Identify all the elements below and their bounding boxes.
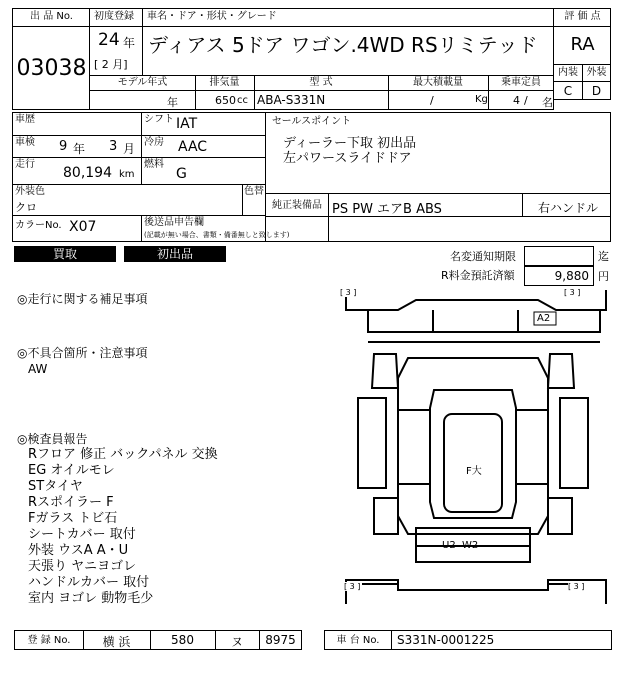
mileage-label: 走行 <box>15 159 35 170</box>
inspection-year: 9 <box>59 139 68 154</box>
shift-label: シフト <box>144 114 174 125</box>
exterior-grade-value: D <box>591 84 602 98</box>
displacement-label: 排気量 <box>209 77 240 88</box>
inspector-report-line: Rフロア 修正 バックパネル 交換 <box>28 447 218 462</box>
deadline-field <box>524 246 594 266</box>
chassis-label: 車 台 No. <box>336 635 380 646</box>
recycle-fee-field <box>524 266 594 286</box>
grade-box <box>553 8 611 100</box>
registration-city: 横 浜 <box>102 635 131 649</box>
driving-notes-title: ◎走行に関する補足事項 <box>17 292 148 306</box>
damage-mark-f-large: F大 <box>466 466 482 477</box>
history-label: 車歴 <box>15 114 35 125</box>
first-registration-year: 24 <box>98 30 120 50</box>
registration-number: 8975 <box>265 633 296 647</box>
inspector-report-line: 外装 ウスA A・U <box>28 543 129 558</box>
inspector-report-list <box>28 447 218 607</box>
displacement-unit: cc <box>237 95 248 106</box>
equipment-label: 純正装備品 <box>272 200 322 211</box>
recycle-fee-unit: 円 <box>598 270 609 283</box>
fuel-label: 燃料 <box>144 159 164 170</box>
first-registration-month: [ 2 月] <box>94 58 128 71</box>
inspection-year-unit: 年 <box>73 142 86 156</box>
steering-side: 右ハンドル <box>538 201 599 215</box>
interior-grade-label: 内装 <box>558 67 578 78</box>
inspector-report-line: Fガラス トビ石 <box>28 511 118 526</box>
registration-box <box>14 630 302 650</box>
lot-number-box <box>12 8 90 110</box>
lot-number: 03038 <box>16 56 87 81</box>
exterior-color-value: クロ <box>15 201 37 214</box>
capacity-label: 乗車定員 <box>501 77 541 88</box>
inspection-label: 車検 <box>15 137 35 148</box>
equipment-box <box>265 193 611 242</box>
buy-tag: 買取 <box>14 246 116 262</box>
specs-box <box>89 75 554 110</box>
inspector-report-line: シートカバー 取付 <box>28 527 136 542</box>
defects-line: AW <box>28 362 48 376</box>
model-name: ディアス 5ドア ワゴン.4WD RSリミテッド <box>148 33 538 57</box>
max-load-unit: Kg <box>475 94 488 105</box>
vehicle-header-box <box>89 8 554 76</box>
ac-label: 冷房 <box>144 137 164 148</box>
first-registration-year-unit: 年 <box>123 36 136 50</box>
registration-label: 登 録 No. <box>27 635 71 646</box>
capacity-unit: 名 <box>542 96 553 109</box>
mileage-unit: km <box>119 169 135 180</box>
color-number-value: X07 <box>69 219 97 235</box>
type-label: 型 式 <box>309 77 333 88</box>
max-load-separator: / <box>430 94 434 107</box>
inspection-month-unit: 月 <box>123 142 136 156</box>
sales-point-line-2: 左パワースライドドア <box>283 151 412 166</box>
diagram-bottom-right-tag: [ 3 ] <box>568 582 585 591</box>
inspector-report-title: ◎検査員報告 <box>17 432 88 446</box>
recolor-label: 色替 <box>244 186 264 197</box>
damage-mark-a2: A2 <box>537 313 551 324</box>
deadline-label: 名変通知期限 <box>450 250 516 263</box>
color-number-label: カラーNo. <box>15 220 62 231</box>
vehicle-description-label: 車名・ドア・形状・グレード <box>147 11 277 22</box>
sales-point-line-1: ディーラー下取 初出品 <box>283 136 417 151</box>
defects-title: ◎不具合箇所・注意事項 <box>17 346 148 360</box>
inspector-report-line: ハンドルカバー 取付 <box>28 575 150 590</box>
sales-point-box <box>265 112 611 194</box>
diagram-bottom-left-tag: [ 3 ] <box>344 582 361 591</box>
interior-grade-value: C <box>563 84 573 98</box>
damage-mark-u2-w2: U2 W2 <box>442 540 479 551</box>
registration-class: 580 <box>171 633 194 647</box>
car-outline-drawing <box>338 288 612 606</box>
details-box <box>12 112 290 242</box>
fuel-value: G <box>176 166 187 182</box>
equipment-value: PS PW エアB ABS <box>332 202 442 217</box>
ac-value: AAC <box>178 139 208 155</box>
inspection-month: 3 <box>109 139 118 154</box>
car-damage-diagram <box>338 288 612 606</box>
sales-point-label: セールスポイント <box>272 116 352 127</box>
chassis-box <box>324 630 612 650</box>
first-registration-label: 初度登録 <box>94 11 134 22</box>
inspector-report-line: 天張り ヤニヨゴレ <box>28 559 137 574</box>
inspector-report-line: STタイヤ <box>28 479 83 494</box>
mileage-value: 80,194 <box>63 165 112 181</box>
recycle-fee-label: R料金預託済額 <box>441 269 515 282</box>
diagram-top-right-tag: [ 3 ] <box>564 288 581 297</box>
shift-value: IAT <box>176 116 198 132</box>
deadline-suffix: 迄 <box>598 250 609 263</box>
capacity-value: 4 <box>513 94 520 107</box>
exterior-grade-label: 外装 <box>586 67 607 78</box>
chassis-number: S331N-0001225 <box>397 633 495 647</box>
aftermarket-label: 後送品申告欄 <box>144 217 204 228</box>
grade-value: RA <box>570 34 595 55</box>
recycle-fee-value: 9,880 <box>554 269 589 283</box>
inspector-report-line: Rスポイラー F <box>28 495 114 510</box>
first-listing-tag: 初出品 <box>124 246 226 262</box>
type-value: ABA-S331N <box>257 93 326 107</box>
registration-kana: ヌ <box>230 635 243 649</box>
max-load-label: 最大積載量 <box>413 77 463 88</box>
inspector-report-line: EG オイルモレ <box>28 463 115 478</box>
diagram-top-left-tag: [ 3 ] <box>340 288 357 297</box>
capacity-separator: / <box>524 94 528 107</box>
aftermarket-note: (記載が無い場合、書類・備番無しと致します) <box>144 231 290 239</box>
model-year-label: モデル年式 <box>117 77 168 88</box>
lot-number-label: 出 品 No. <box>30 11 73 22</box>
exterior-color-label: 外装色 <box>15 186 45 197</box>
grade-label: 評 価 点 <box>564 11 601 22</box>
inspector-report-line: 室内 ヨゴレ 動物毛少 <box>28 591 154 606</box>
displacement-value: 650 <box>215 94 236 107</box>
model-year-unit: 年 <box>167 96 178 109</box>
